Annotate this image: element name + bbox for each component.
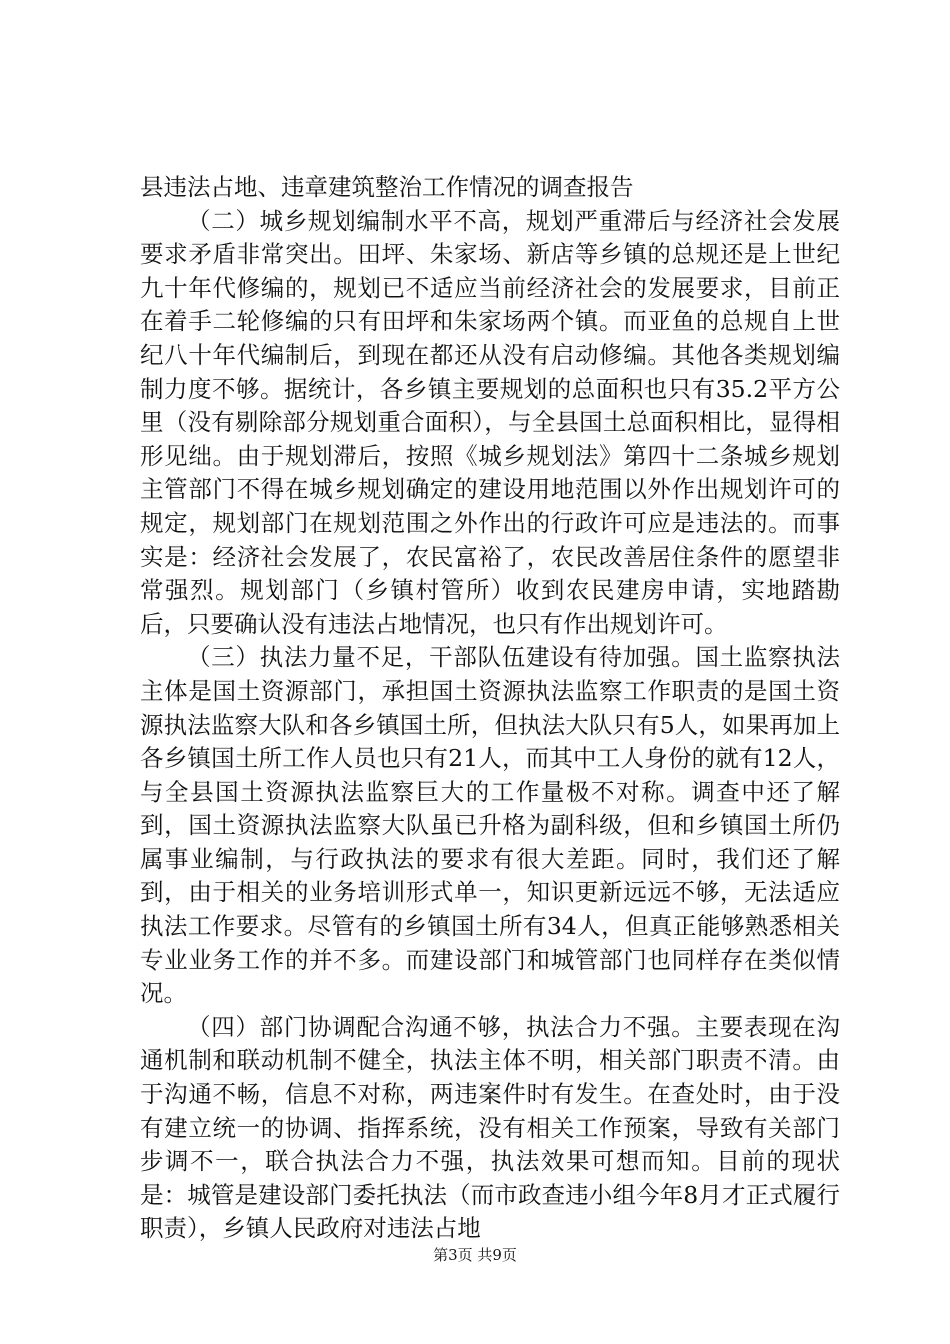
document-title: 县违法占地、违章建筑整治工作情况的调查报告 [140,173,634,201]
paragraph-3: （三）执法力量不足，干部队伍建设有待加强。国土监察执法主体是国土资源部门，承担国土资源执法监察工作职责的是国土资源执法监察大队和各乡镇国土所，但执法大队只有5人，如果再加上各乡镇国土所工作人员也只有21人，而其中工人身份的就有12人，与全县国土资源执法监察巨大的工作量极不对称。调查中还了解到，国土资源执法监察大队虽已升格为副科级，但和乡镇国土所仍属事业编制，与行政执法的要求有很大差距。同时，我们还了解到，由于相关的业务培训形式单一，知识更新远远不够，无法适应执法工作要求。尽管有的乡镇国土所有34人，但真正能够熟悉相关专业业务工作的并不多。而建设部门和城管部门也同样存在类似情况。 [140,643,840,1008]
paragraph-4: （四）部门协调配合沟通不够，执法合力不强。主要表现在沟通机制和联动机制不健全，执法主体不明，相关部门职责不清。由于沟通不畅，信息不对称，两违案件时有发生。在查处时，由于没有建立统一的协调、指挥系统，没有相关工作预案，导致有关部门步调不一，联合执法合力不强，执法效果可想而知。目前的现状是：城管是建设部门委托执法（而市政查违小组今年8月才正式履行职责），乡镇人民政府对违法占地 [140,1012,840,1243]
page-number: 第3页 共9页 [433,1246,517,1264]
document-body [140,171,840,1246]
paragraph-2: （二）城乡规划编制水平不高，规划严重滞后与经济社会发展要求矛盾非常突出。田坪、朱家场、新店等乡镇的总规还是上世纪九十年代修编的，规划已不适应当前经济社会的发展要求，目前正在着手二轮修编的只有田坪和朱家场两个镇。而亚鱼的总规自上世纪八十年代编制后，到现在都还从没有启动修编。其他各类规划编制力度不够。据统计，各乡镇主要规划的总面积也只有35.2平方公里（没有剔除部分规划重合面积），与全县国土总面积相比，显得相形见绌。由于规划滞后，按照《城乡规划法》第四十二条城乡规划主管部门不得在城乡规划确定的建设用地范围以外作出规划许可的规定，规划部门在规划范围之外作出的行政许可应是违法的。而事实是：经济社会发展了，农民富裕了，农民改善居住条件的愿望非常强烈。规划部门（乡镇村管所）收到农民建房申请，实地踏勘后，只要确认没有违法占地情况，也只有作出规划许可。 [140,206,840,638]
